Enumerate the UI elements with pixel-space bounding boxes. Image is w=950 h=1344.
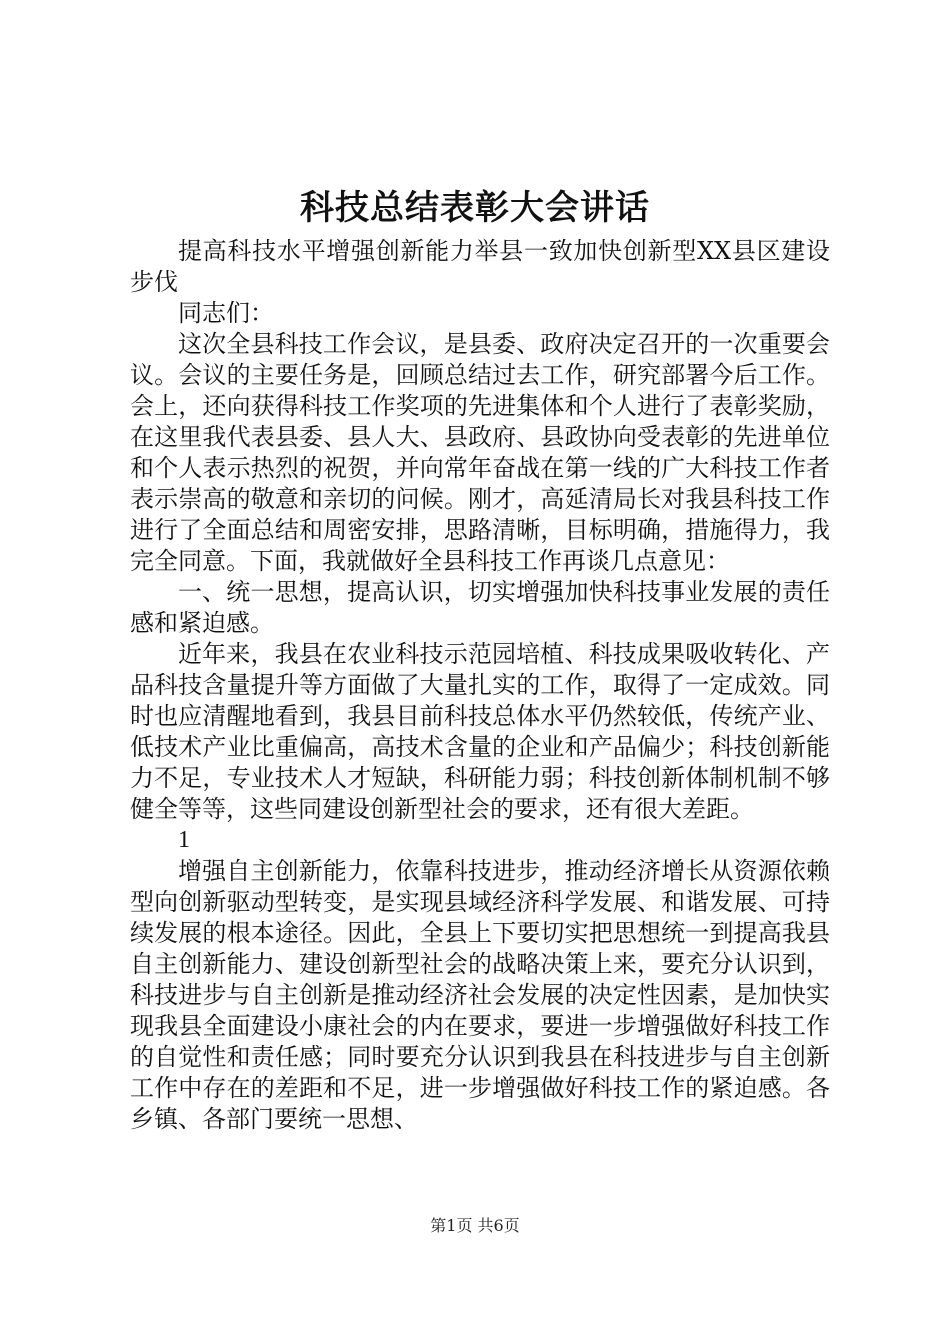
document-body (130, 236, 830, 1135)
paragraph-innovation: 增强自主创新能力，依靠科技进步，推动经济增长从资源依赖型向创新驱动型转变，是实现县域经济科学发展、和谐发展、可持续发展的根本途径。因此，全县上下要切实把思想统一到提高我县自主创新能力、建设创新型社会的战略决策上来，要充分认识到，科技进步与自主创新是推动经济社会发展的决定性因素，是加快实现我县全面建设小康社会的内在要求，要进一步增强做好科技工作的自觉性和责任感；同时要充分认识到我县在科技进步与自主创新工作中存在的差距和不足，进一步增强做好科技工作的紧迫感。各乡镇、各部门要统一思想、 (130, 857, 830, 1133)
inline-page-number: 1 (178, 827, 190, 853)
paragraph-opening: 这次全县科技工作会议，是县委、政府决定召开的一次重要会议。会议的主要任务是，回顾总结过去工作，研究部署今后工作。会上，还向获得科技工作奖项的先进集体和个人进行了表彰奖励，在这里我代表县委、县人大、县政府、县政协向受表彰的先进单位和个人表示热烈的祝贺，并向常年奋战在第一线的广大科技工作者表示崇高的敬意和亲切的问候。刚才，高延清局长对我县科技工作进行了全面总结和周密安排，思路清晰，目标明确，措施得力，我完全同意。下面，我就做好全县科技工作再谈几点意见： (130, 330, 830, 575)
paragraph-situation: 近年来，我县在农业科技示范园培植、科技成果吸收转化、产品科技含量提升等方面做了大量扎实的工作，取得了一定成效。同时也应清醒地看到，我县目前科技总体水平仍然较低，传统产业、低技术产业比重偏高，高技术含量的企业和产品偏少；科技创新能力不足，专业技术人才短缺，科研能力弱；科技创新体制机制不够健全等等，这些同建设创新型社会的要求，还有很大差距。 (130, 640, 830, 823)
paragraph-section-heading: 一、统一思想，提高认识，切实增强加快科技事业发展的责任感和紧迫感。 (130, 578, 830, 637)
document-title: 科技总结表彰大会讲话 (300, 188, 650, 228)
paragraph-subtitle: 提高科技水平增强创新能力举县一致加快创新型XX县区建设步伐 (130, 237, 830, 296)
page-footer: 第1页 共6页 (430, 1216, 520, 1235)
paragraph-salutation: 同志们： (178, 299, 274, 327)
